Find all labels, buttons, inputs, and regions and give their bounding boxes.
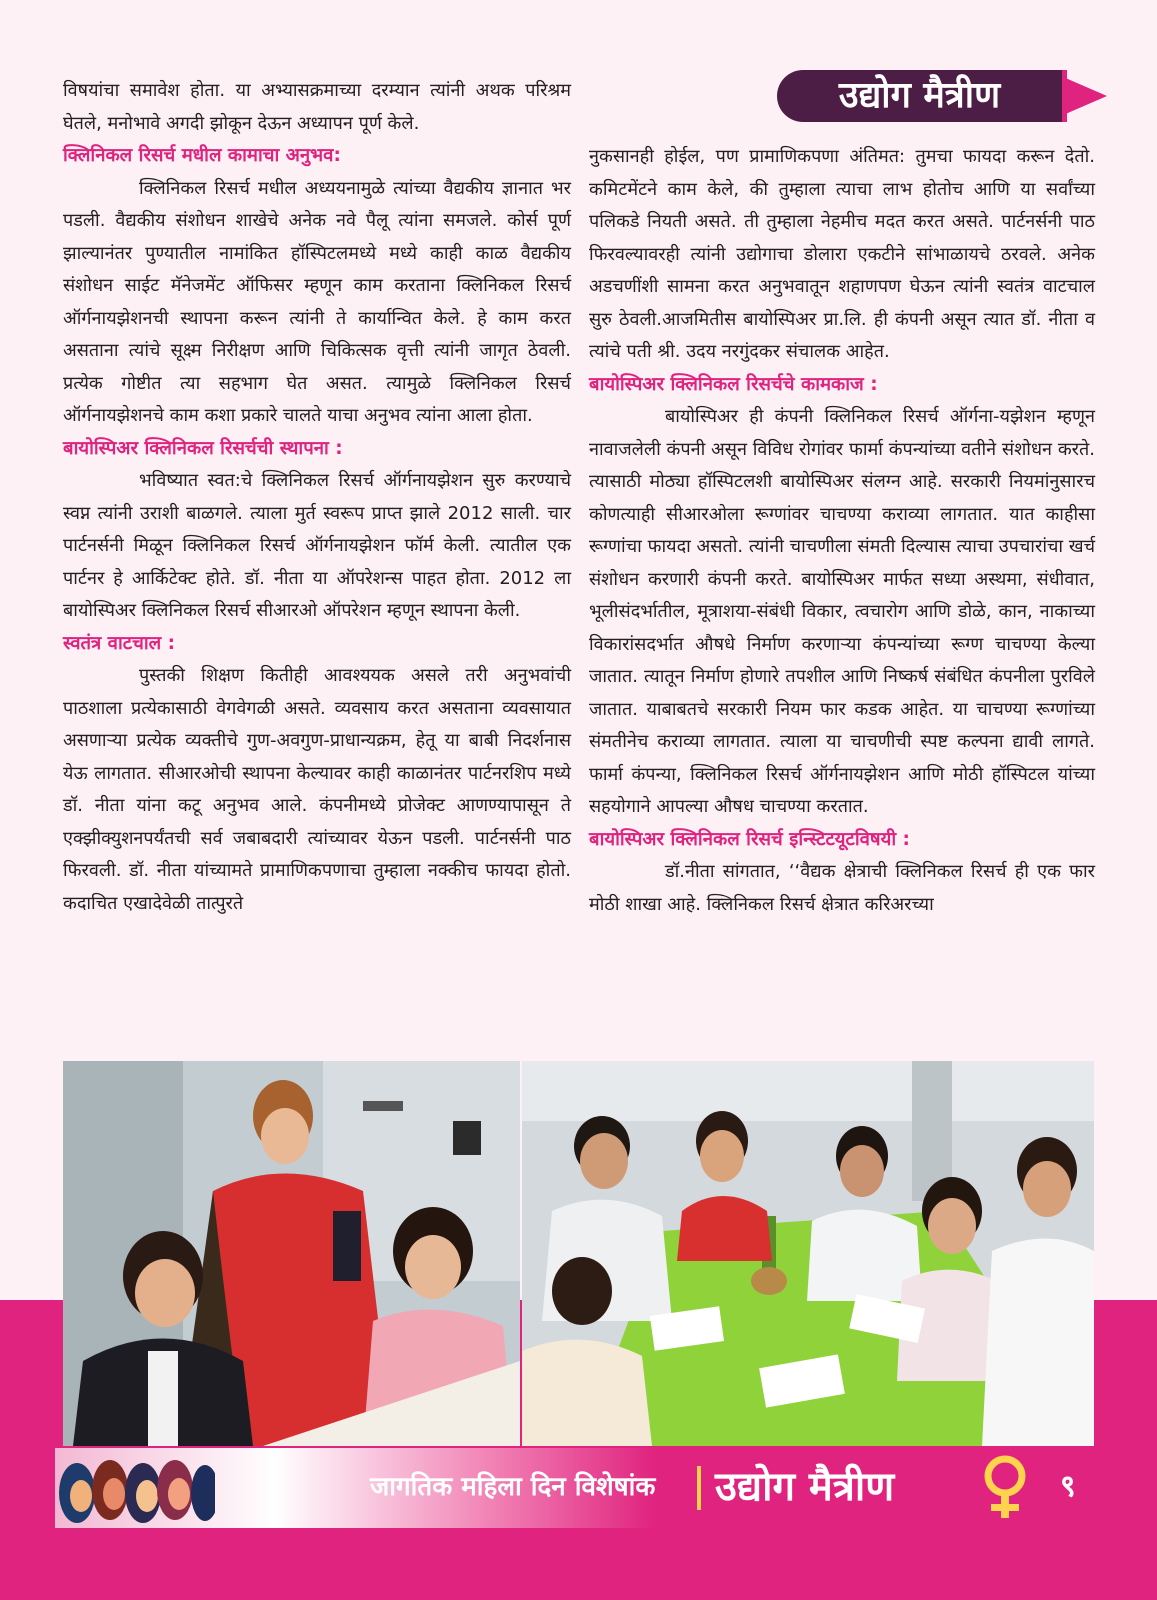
section-body-biosphere-work: बायोस्पिअर ही कंपनी क्लिनिकल रिसर्च ऑर्गना-यझेशन म्हणून नावाजलेली कंपनी असून विविध रोगांवर फार्मा कंपन्यांच्या वतीने संशोधन करते. त्यासाठी मोठ्या हॉस्पिटलशी बायोस्पिअर संलग्न आहे. सरकारी नियमांनुसारच कोणत्याही सीआरओला रूग्णांवर चाचण्या कराव्या लागतात. यात काहीसा रूग्णांचा फायदा असतो. त्यांनी चाचणीला संमती दिल्यास त्याचा उपचारांचा खर्च संशोधन करणारी कंपनी करते. बायोस्पिअर मार्फत सध्या अस्थमा, संधीवात, भूलीसंदर्भातील, मूत्राशया-संबंधी विकार, त्वचारोग आणि डोळे, कान, नाकाच्या विकारांसदर्भात औषधे निर्माण करणाऱ्या कंपन्यांच्या रूग्ण चाचण्या केल्या जातात. त्यातून निर्माण होणारे तपशील आणि निष्कर्ष संबंधित कंपनीला पुरविले जातात. याबाबतचे सरकारी नियम फार कडक आहेत. या चाचण्या रूग्णांच्या संमतीनेच कराव्या लागतात. त्याला या चाचणीची स्पष्ट कल्पना द्यावी लागते. फार्मा कंपन्या, क्लिनिकल रिसर्च ऑर्गनायझेशन आणि मोठी हॉस्पिटल यांच्या सहयोगाने आपल्या औषध चाचण्या करतात.	[589, 406, 1095, 817]
section-body-biosphere-founding: भविष्यात स्वत:चे क्लिनिकल रिसर्च ऑर्गनायझेशन सुरु करण्याचे स्वप्न त्यांनी उराशी बाळगले. त्याला मुर्त स्वरूप प्राप्त झाले 2012 साली. चार पार्टनर्सनी मिळून क्लिनिकल रिसर्च ऑर्गनायझेशन फॉर्म केली. त्यातील एक पार्टनर हे आर्किटेक्ट होते. डॉ. नीता या ऑपरेशन्स पाहत होता. 2012 ला बायोस्पिअर क्लिनिकल रिसर्च सीआरओ ऑपरेशन म्हणून स्थापना केली.	[63, 470, 571, 621]
left-intro-paragraph: विषयांचा समावेश होता. या अभ्यासक्रमाच्या दरम्यान त्यांनी अथक परिश्रम घेतले, मनोभावे अगदी झोकून देऊन अध्यापन पूर्ण केले.	[63, 80, 571, 134]
section-heading-independent-journey: स्वतंत्र वाटचाल :	[63, 632, 176, 654]
footer-brand-title: उद्योग मैत्रीण	[715, 1464, 895, 1510]
women-faces-illustration	[55, 1448, 215, 1528]
footer-separator	[697, 1466, 701, 1510]
venus-emblem-icon	[975, 1452, 1035, 1524]
photo-meeting-table-illustration	[522, 1061, 1094, 1446]
section-heading-clinical-experience: क्लिनिकल रिसर्च मधील कामाचा अनुभव:	[63, 145, 341, 166]
section-header-tab	[777, 70, 1107, 122]
right-intro-paragraph: नुकसानही होईल, पण प्रामाणिकपणा अंतिमत: तुमचा फायदा करून देतो. कमिटमेंटने काम केले, की तुम्हाला त्याचा लाभ होतोच आणि या सर्वांच्या पलिकडे नियती असते. ती तुम्हाला नेहमीच मदत करत असते. पार्टनर्सनी पाठ फिरवल्यावरही त्यांनी उद्योगाचा डोलारा एकटीने सांभाळायचे ठरवले. अनेक अडचणींशी सामना करत अनुभवातून शहाणपण घेऊन त्यांनी स्वतंत्र वाटचाल सुरु ठेवली.आजमितीस बायोस्पिअर प्रा.लि. ही कंपनी असून त्यात डॉ. नीता व त्यांचे पती श्री. उदय नरगुंदकर संचालक आहेत.	[589, 146, 1095, 362]
photo-office-discussion-illustration	[63, 1061, 520, 1446]
section-body-biosphere-institute: डॉ.नीता सांगतात, ‘‘वैद्यक क्षेत्राची क्लिनिकल रिसर्च ही एक फार मोठी शाखा आहे. क्लिनिकल रिसर्च क्षेत्रात करिअरच्या	[589, 861, 1095, 915]
header-title: उद्योग मैत्रीण	[838, 75, 1001, 116]
section-body-independent-journey: पुस्तकी शिक्षण कितीही आवश्ययक असले तरी अनुभवांची पाठशाला प्रत्येकासाठी वेगवेगळी असते. व्यवसाय करत असताना व्यवसायात असणाऱ्या प्रत्येक व्यक्तीचे गुण-अवगुण-प्राधान्यक्रम, हेतू या बाबी निदर्शनास येऊ लागतात. सीआरओची स्थापना केल्यावर काही काळानंतर पार्टनरशिप मध्ये डॉ. नीता यांना कटू अनुभव आले. कंपनीमध्ये प्रोजेक्ट आणण्यापासून ते एक्झीक्युशनपर्यंतची सर्व जबाबदारी त्यांच्यावर येऊन पडली. पार्टनर्सनी पाठ फिरवली. डॉ. नीता यांच्यामते प्रामाणिकपणाचा तुम्हाला नक्कीच फायदा होतो. कदाचित एखादेवेळी तात्पुरते	[63, 665, 571, 914]
section-body-clinical-experience: क्लिनिकल रिसर्च मधील अध्ययनामुळे त्यांच्या वैद्यकीय ज्ञानात भर पडली. वैद्यकीय संशोधन शाखेचे अनेक नवे पैलू त्यांना समजले. कोर्स पूर्ण झाल्यानंतर पुण्यातील नामांकित हॉस्पिटलमध्ये मध्ये काही काळ वैद्यकीय संशोधन साईट मॅनेजमेंट ऑफिसर म्हणून काम करताना क्लिनिकल रिसर्च ऑर्गनायझेशनची स्थापना करून त्यांनी ते कार्यान्वित केले. हे काम करत असताना त्यांचे सूक्ष्म निरीक्षण आणि चिकित्सक वृत्ती त्यांनी जागृत ठेवली. प्रत्येक गोष्टीत त्या सहभाग घेत असत. त्यामुळे क्लिनिकल रिसर्च ऑर्गनायझेशनचे काम कशा प्रकारे चालते याचा अनुभव त्यांना आला होता.	[63, 177, 571, 426]
section-heading-biosphere-founding: बायोस्पिअर क्लिनिकल रिसर्चची स्थापना :	[63, 437, 343, 459]
right-column	[589, 141, 1095, 921]
photo-office-discussion	[63, 1061, 520, 1446]
section-heading-biosphere-work: बायोस्पिअर क्लिनिकल रिसर्चचे कामकाज :	[589, 373, 878, 395]
left-column	[63, 75, 571, 920]
section-heading-biosphere-institute: बायोस्पिअर क्लिनिकल रिसर्च इन्स्टिटयूटविषयी :	[589, 828, 910, 850]
page-number: ९	[1060, 1469, 1076, 1504]
footer-subtitle: जागतिक महिला दिन विशेषांक	[370, 1472, 656, 1502]
women-faces-icon	[55, 1448, 215, 1528]
photo-meeting-table	[522, 1061, 1094, 1446]
